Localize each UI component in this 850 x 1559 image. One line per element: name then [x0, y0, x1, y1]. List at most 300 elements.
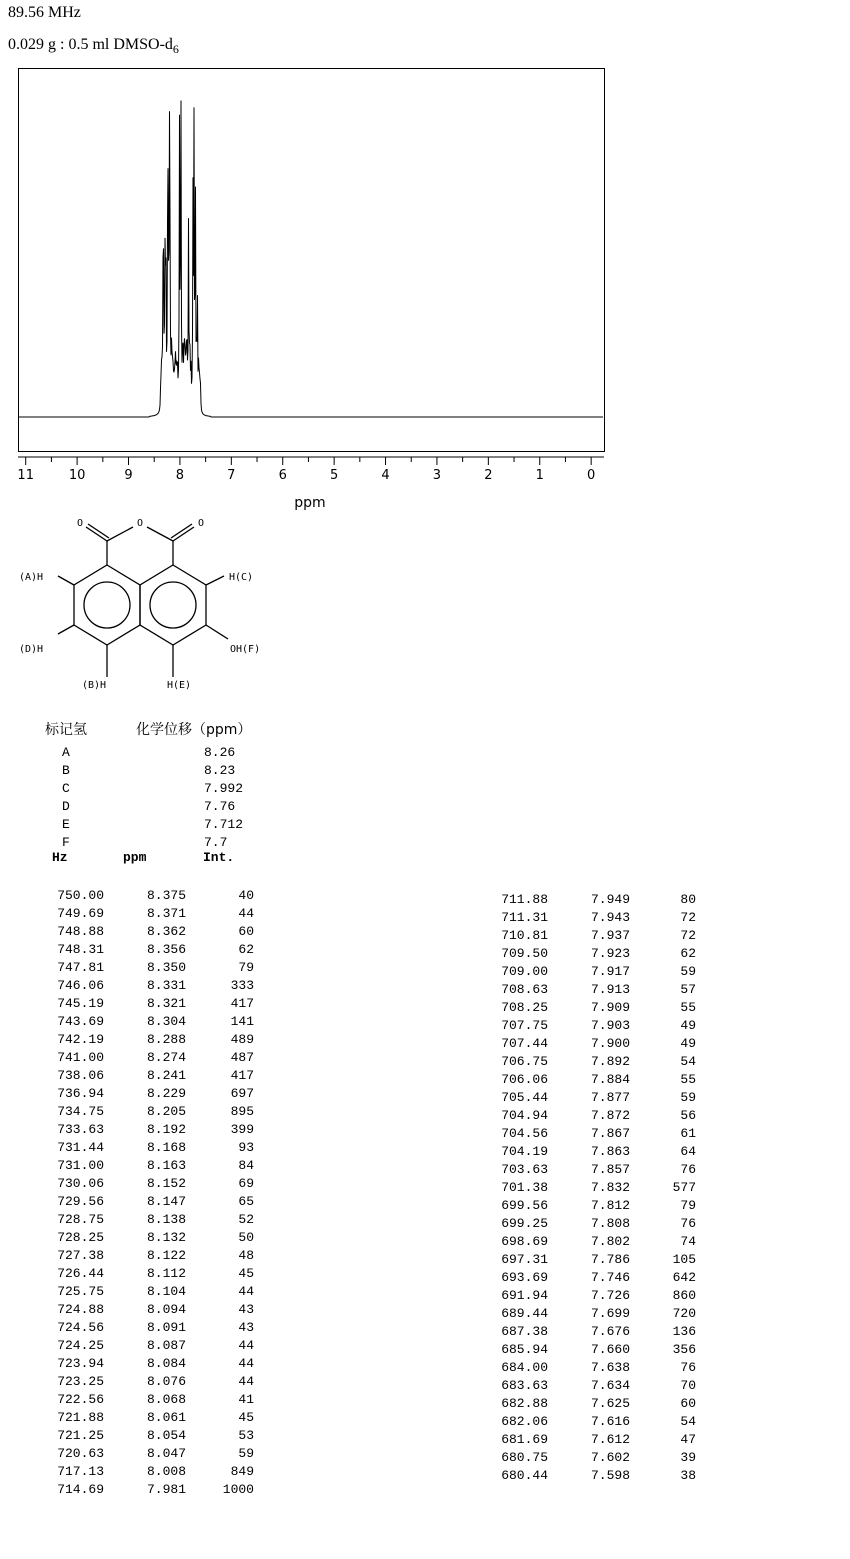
peak-hz: 748.31 [57, 942, 104, 957]
peak-ppm: 8.375 [146, 888, 186, 903]
peak-ppm: 7.909 [590, 1000, 630, 1015]
peak-row [440, 1413, 740, 1431]
peak-ppm: 8.229 [146, 1086, 186, 1101]
peak-row [440, 1287, 740, 1305]
peak-int: 43 [238, 1302, 254, 1317]
peak-row [0, 1301, 300, 1319]
peak-hz: 731.44 [57, 1140, 104, 1155]
peak-hz: 707.75 [501, 1018, 548, 1033]
peak-int: 55 [680, 1072, 696, 1087]
peak-row [440, 1161, 740, 1179]
peak-int: 417 [230, 1068, 254, 1083]
peak-row [0, 923, 300, 941]
peak-row [0, 1481, 300, 1499]
label-d: (D)H [19, 644, 44, 655]
peak-int: 62 [680, 946, 696, 961]
peak-hz: 741.00 [57, 1050, 104, 1065]
peak-ppm: 8.205 [146, 1104, 186, 1119]
assignment-shift: 7.7 [204, 835, 228, 850]
peak-list-left [0, 887, 300, 1499]
peak-row [0, 905, 300, 923]
peak-hz: 745.19 [57, 996, 104, 1011]
peak-int: 60 [680, 1396, 696, 1411]
assignment-shift: 8.23 [204, 763, 236, 778]
peak-ppm: 8.076 [146, 1374, 186, 1389]
peak-hz: 683.63 [501, 1378, 548, 1393]
peak-row [440, 1179, 740, 1197]
peak-ppm: 8.274 [146, 1050, 186, 1065]
assignment-header-label: 标记氢 [45, 722, 87, 738]
peak-row [440, 1125, 740, 1143]
peak-row [0, 1409, 300, 1427]
peak-row [440, 1359, 740, 1377]
peak-int: 860 [672, 1288, 696, 1303]
peak-int: 72 [680, 928, 696, 943]
peak-row [0, 1211, 300, 1229]
x-axis [17, 457, 604, 483]
peak-ppm: 8.241 [146, 1068, 186, 1083]
peak-row [0, 941, 300, 959]
peak-hz: 680.44 [501, 1468, 548, 1483]
peak-row [0, 1013, 300, 1031]
x-tick-label: 9 [124, 468, 133, 483]
peak-int: 74 [680, 1234, 696, 1249]
peak-hz: 709.00 [501, 964, 548, 979]
peak-ppm: 7.726 [590, 1288, 630, 1303]
plot-frame [19, 69, 605, 452]
peak-hz: 750.00 [57, 888, 104, 903]
peak-hz: 743.69 [57, 1014, 104, 1029]
x-tick-label: 1 [535, 468, 544, 483]
peak-int: 577 [672, 1180, 696, 1195]
peak-int: 59 [238, 1446, 254, 1461]
peak-hz: 703.63 [501, 1162, 548, 1177]
peak-hz: 721.88 [57, 1410, 104, 1425]
peak-row [440, 1233, 740, 1251]
peak-hz: 724.88 [57, 1302, 104, 1317]
peak-row [0, 1121, 300, 1139]
peak-hz: 714.69 [57, 1482, 104, 1497]
peak-ppm: 7.625 [590, 1396, 630, 1411]
peak-int: 43 [238, 1320, 254, 1335]
peak-int: 65 [238, 1194, 254, 1209]
peak-row [0, 1157, 300, 1175]
peak-ppm: 8.084 [146, 1356, 186, 1371]
peak-ppm: 7.913 [590, 982, 630, 997]
peak-int: 45 [238, 1266, 254, 1281]
peak-hz: 682.06 [501, 1414, 548, 1429]
peak-int: 93 [238, 1140, 254, 1155]
peak-int: 55 [680, 1000, 696, 1015]
assignment-shift: 7.992 [204, 781, 244, 796]
peak-row [0, 1103, 300, 1121]
peak-hz: 705.44 [501, 1090, 548, 1105]
peak-ppm: 8.138 [146, 1212, 186, 1227]
spectrometer-frequency: 89.56 MHz [8, 4, 81, 21]
x-tick-label: 3 [432, 468, 442, 483]
peak-ppm: 8.152 [146, 1176, 186, 1191]
peak-ppm: 7.892 [590, 1054, 630, 1069]
peak-hz: 699.56 [501, 1198, 548, 1213]
peak-hz: 734.75 [57, 1104, 104, 1119]
peak-int: 72 [680, 910, 696, 925]
peak-int: 80 [680, 892, 696, 907]
x-tick-label: 2 [484, 468, 493, 483]
peak-int: 62 [238, 942, 254, 957]
peak-ppm: 8.112 [146, 1266, 186, 1281]
peak-hz: 680.75 [501, 1450, 548, 1465]
peak-row [0, 1247, 300, 1265]
assignment-label: E [62, 817, 70, 832]
peak-ppm: 8.321 [146, 996, 186, 1011]
peak-int: 69 [238, 1176, 254, 1191]
assignment-shift: 8.26 [204, 745, 236, 760]
peak-hz: 689.44 [501, 1306, 548, 1321]
peak-int: 105 [672, 1252, 696, 1267]
peak-ppm: 8.094 [146, 1302, 186, 1317]
carbonyl-oxygen-left: O [77, 518, 84, 529]
peak-ppm: 7.616 [590, 1414, 630, 1429]
peak-ppm: 7.699 [590, 1306, 630, 1321]
peak-row [0, 1175, 300, 1193]
peak-hz: 724.25 [57, 1338, 104, 1353]
peak-row [440, 981, 740, 999]
peak-hz: 728.75 [57, 1212, 104, 1227]
peak-int: 57 [680, 982, 696, 997]
assignment-shift: 7.76 [204, 799, 236, 814]
peak-hz: 749.69 [57, 906, 104, 921]
peak-ppm: 7.676 [590, 1324, 630, 1339]
label-f: OH(F) [230, 644, 261, 655]
peak-int: 76 [680, 1360, 696, 1375]
peak-int: 399 [230, 1122, 254, 1137]
peak-row [440, 945, 740, 963]
peak-int: 56 [680, 1108, 696, 1123]
peak-ppm: 7.812 [590, 1198, 630, 1213]
peak-row [440, 1071, 740, 1089]
peak-hz: 693.69 [501, 1270, 548, 1285]
peak-hz: 697.31 [501, 1252, 548, 1267]
x-tick-label: 10 [68, 468, 86, 483]
peak-int: 47 [680, 1432, 696, 1447]
peak-hz: 736.94 [57, 1086, 104, 1101]
peak-row [0, 1139, 300, 1157]
peak-list-right [440, 891, 740, 1485]
peak-row [440, 909, 740, 927]
peak-ppm: 8.288 [146, 1032, 186, 1047]
peak-int: 53 [238, 1428, 254, 1443]
peak-hz: 726.44 [57, 1266, 104, 1281]
peak-row [440, 1341, 740, 1359]
peak-ppm: 7.903 [590, 1018, 630, 1033]
peak-hz: 699.25 [501, 1216, 548, 1231]
peak-row [0, 995, 300, 1013]
peak-hz: 724.56 [57, 1320, 104, 1335]
molecule-structure [0, 505, 300, 700]
peak-row [440, 1251, 740, 1269]
peak-ppm: 8.331 [146, 978, 186, 993]
peak-row [440, 1269, 740, 1287]
assignment-shift: 7.712 [204, 817, 244, 832]
peak-hz: 681.69 [501, 1432, 548, 1447]
peak-ppm: 8.304 [146, 1014, 186, 1029]
peak-hz: 706.75 [501, 1054, 548, 1069]
peak-int: 44 [238, 1284, 254, 1299]
peak-ppm: 7.884 [590, 1072, 630, 1087]
peak-row [0, 1355, 300, 1373]
peak-hz: 704.19 [501, 1144, 548, 1159]
peak-hz: 707.44 [501, 1036, 548, 1051]
peak-row [440, 963, 740, 981]
peak-hz: 738.06 [57, 1068, 104, 1083]
label-b: (B)H [82, 680, 107, 691]
peak-hz: 685.94 [501, 1342, 548, 1357]
peak-row [440, 1107, 740, 1125]
peak-ppm: 8.061 [146, 1410, 186, 1425]
peak-ppm: 7.937 [590, 928, 630, 943]
peak-ppm: 8.132 [146, 1230, 186, 1245]
peak-hz: 698.69 [501, 1234, 548, 1249]
assignment-label: B [62, 763, 70, 778]
peak-int: 39 [680, 1450, 696, 1465]
label-a: (A)H [19, 572, 44, 583]
peak-row [440, 891, 740, 909]
peak-int: 49 [680, 1018, 696, 1033]
peak-hz: 727.38 [57, 1248, 104, 1263]
peak-int: 54 [680, 1054, 696, 1069]
peak-ppm: 8.371 [146, 906, 186, 921]
peak-ppm: 8.008 [146, 1464, 186, 1479]
peak-row [440, 1035, 740, 1053]
peak-row [0, 1427, 300, 1445]
peak-int: 1000 [222, 1482, 254, 1497]
peak-int: 50 [238, 1230, 254, 1245]
peak-ppm: 7.857 [590, 1162, 630, 1177]
peak-hz: 684.00 [501, 1360, 548, 1375]
peak-ppm: 7.602 [590, 1450, 630, 1465]
peak-int: 697 [230, 1086, 254, 1101]
peak-ppm: 7.660 [590, 1342, 630, 1357]
peak-row [0, 1031, 300, 1049]
peak-int: 44 [238, 1338, 254, 1353]
peak-row [0, 1463, 300, 1481]
assignment-label: F [62, 835, 70, 850]
peak-ppm: 8.104 [146, 1284, 186, 1299]
peak-header-ppm: ppm [123, 850, 147, 865]
peak-header-int: Int. [203, 850, 235, 865]
peak-ppm: 7.808 [590, 1216, 630, 1231]
peak-hz: 728.25 [57, 1230, 104, 1245]
bridge-oxygen: O [137, 518, 144, 529]
peak-row [440, 1305, 740, 1323]
sample-description [8, 36, 179, 57]
peak-header-hz: Hz [52, 850, 68, 865]
peak-hz: 723.94 [57, 1356, 104, 1371]
peak-row [0, 1067, 300, 1085]
peak-ppm: 8.362 [146, 924, 186, 939]
peak-hz: 717.13 [57, 1464, 104, 1479]
peak-hz: 721.25 [57, 1428, 104, 1443]
peak-ppm: 7.863 [590, 1144, 630, 1159]
x-tick-label: 8 [175, 468, 185, 483]
peak-ppm: 8.192 [146, 1122, 186, 1137]
peak-row [0, 1283, 300, 1301]
peak-row [440, 1197, 740, 1215]
peak-hz: 711.88 [501, 892, 548, 907]
peak-ppm: 7.981 [146, 1482, 186, 1497]
peak-int: 333 [230, 978, 254, 993]
peak-hz: 723.25 [57, 1374, 104, 1389]
x-tick-label: 4 [381, 468, 390, 483]
structure-bonds [58, 524, 228, 677]
peak-row [440, 1215, 740, 1233]
x-tick-label: 0 [587, 468, 596, 483]
peak-hz: 709.50 [501, 946, 548, 961]
peak-int: 356 [672, 1342, 696, 1357]
peak-row [440, 999, 740, 1017]
peak-row [440, 927, 740, 945]
peak-int: 59 [680, 1090, 696, 1105]
peak-ppm: 8.087 [146, 1338, 186, 1353]
label-e: H(E) [167, 680, 192, 691]
peak-row [0, 1049, 300, 1067]
peak-hz: 706.06 [501, 1072, 548, 1087]
peak-int: 489 [230, 1032, 254, 1047]
peak-ppm: 7.917 [590, 964, 630, 979]
peak-int: 487 [230, 1050, 254, 1065]
carbonyl-oxygen-right: O [198, 518, 205, 529]
peak-hz: 742.19 [57, 1032, 104, 1047]
assignment-label: D [62, 799, 70, 814]
peak-ppm: 8.168 [146, 1140, 186, 1155]
peak-ppm: 7.634 [590, 1378, 630, 1393]
peak-int: 720 [672, 1306, 696, 1321]
peak-row [440, 1377, 740, 1395]
peak-hz: 711.31 [501, 910, 548, 925]
peak-row [440, 1089, 740, 1107]
peak-row [0, 1193, 300, 1211]
peak-int: 70 [680, 1378, 696, 1393]
peak-int: 60 [238, 924, 254, 939]
peak-int: 49 [680, 1036, 696, 1051]
peak-ppm: 7.832 [590, 1180, 630, 1195]
peak-ppm: 7.802 [590, 1234, 630, 1249]
peak-row [440, 1323, 740, 1341]
peak-int: 76 [680, 1216, 696, 1231]
peak-int: 45 [238, 1410, 254, 1425]
peak-int: 40 [238, 888, 254, 903]
peak-hz: 722.56 [57, 1392, 104, 1407]
peak-ppm: 8.068 [146, 1392, 186, 1407]
peak-row [0, 887, 300, 905]
peak-row [440, 1053, 740, 1071]
peak-int: 41 [238, 1392, 254, 1407]
peak-ppm: 7.867 [590, 1126, 630, 1141]
peak-row [440, 1395, 740, 1413]
peak-hz: 730.06 [57, 1176, 104, 1191]
peak-int: 895 [230, 1104, 254, 1119]
x-axis-label: ppm [294, 495, 326, 511]
peak-int: 52 [238, 1212, 254, 1227]
peak-hz: 682.88 [501, 1396, 548, 1411]
peak-int: 38 [680, 1468, 696, 1483]
peak-ppm: 8.054 [146, 1428, 186, 1443]
peak-hz: 687.38 [501, 1324, 548, 1339]
peak-int: 44 [238, 1374, 254, 1389]
peak-hz: 701.38 [501, 1180, 548, 1195]
peak-int: 44 [238, 906, 254, 921]
peak-hz: 731.00 [57, 1158, 104, 1173]
x-tick-label: 5 [329, 468, 339, 483]
peak-int: 79 [238, 960, 254, 975]
peak-hz: 710.81 [501, 928, 548, 943]
assignment-header-shift: 化学位移（ppm） [136, 722, 252, 738]
peak-int: 849 [230, 1464, 254, 1479]
peak-ppm: 7.900 [590, 1036, 630, 1051]
x-tick-label: 11 [17, 468, 34, 483]
peak-hz: 733.63 [57, 1122, 104, 1137]
peak-int: 84 [238, 1158, 254, 1173]
peak-ppm: 7.638 [590, 1360, 630, 1375]
peak-ppm: 8.147 [146, 1194, 186, 1209]
peak-int: 61 [680, 1126, 696, 1141]
peak-hz: 747.81 [57, 960, 104, 975]
peak-hz: 708.25 [501, 1000, 548, 1015]
peak-hz: 725.75 [57, 1284, 104, 1299]
peak-row [0, 1229, 300, 1247]
peak-row [440, 1431, 740, 1449]
peak-ppm: 7.923 [590, 946, 630, 961]
label-c: H(C) [229, 572, 254, 583]
peak-ppm: 7.612 [590, 1432, 630, 1447]
peak-int: 417 [230, 996, 254, 1011]
peak-int: 76 [680, 1162, 696, 1177]
peak-row [440, 1449, 740, 1467]
peak-row [0, 1391, 300, 1409]
nmr-spectrum-chart [0, 60, 620, 515]
assignment-label: A [62, 745, 70, 760]
assignment-label: C [62, 781, 70, 796]
sample-text: 0.029 g : 0.5 ml DMSO-d [8, 36, 173, 53]
spectrum-trace [19, 101, 603, 418]
peak-int: 48 [238, 1248, 254, 1263]
peak-int: 54 [680, 1414, 696, 1429]
peak-hz: 720.63 [57, 1446, 104, 1461]
peak-hz: 704.56 [501, 1126, 548, 1141]
peak-int: 59 [680, 964, 696, 979]
peak-int: 64 [680, 1144, 696, 1159]
peak-hz: 708.63 [501, 982, 548, 997]
peak-int: 136 [672, 1324, 696, 1339]
peak-ppm: 7.943 [590, 910, 630, 925]
peak-row [0, 1319, 300, 1337]
peak-ppm: 8.163 [146, 1158, 186, 1173]
peak-row [0, 959, 300, 977]
peak-row [0, 1445, 300, 1463]
peak-hz: 748.88 [57, 924, 104, 939]
peak-hz: 691.94 [501, 1288, 548, 1303]
peak-hz: 729.56 [57, 1194, 104, 1209]
peak-ppm: 8.122 [146, 1248, 186, 1263]
peak-row [0, 1373, 300, 1391]
peak-ppm: 7.949 [590, 892, 630, 907]
peak-ppm: 8.356 [146, 942, 186, 957]
x-tick-label: 6 [278, 468, 287, 483]
x-tick-label: 7 [227, 468, 236, 483]
peak-row [440, 1467, 740, 1485]
peak-hz: 704.94 [501, 1108, 548, 1123]
peak-ppm: 8.091 [146, 1320, 186, 1335]
